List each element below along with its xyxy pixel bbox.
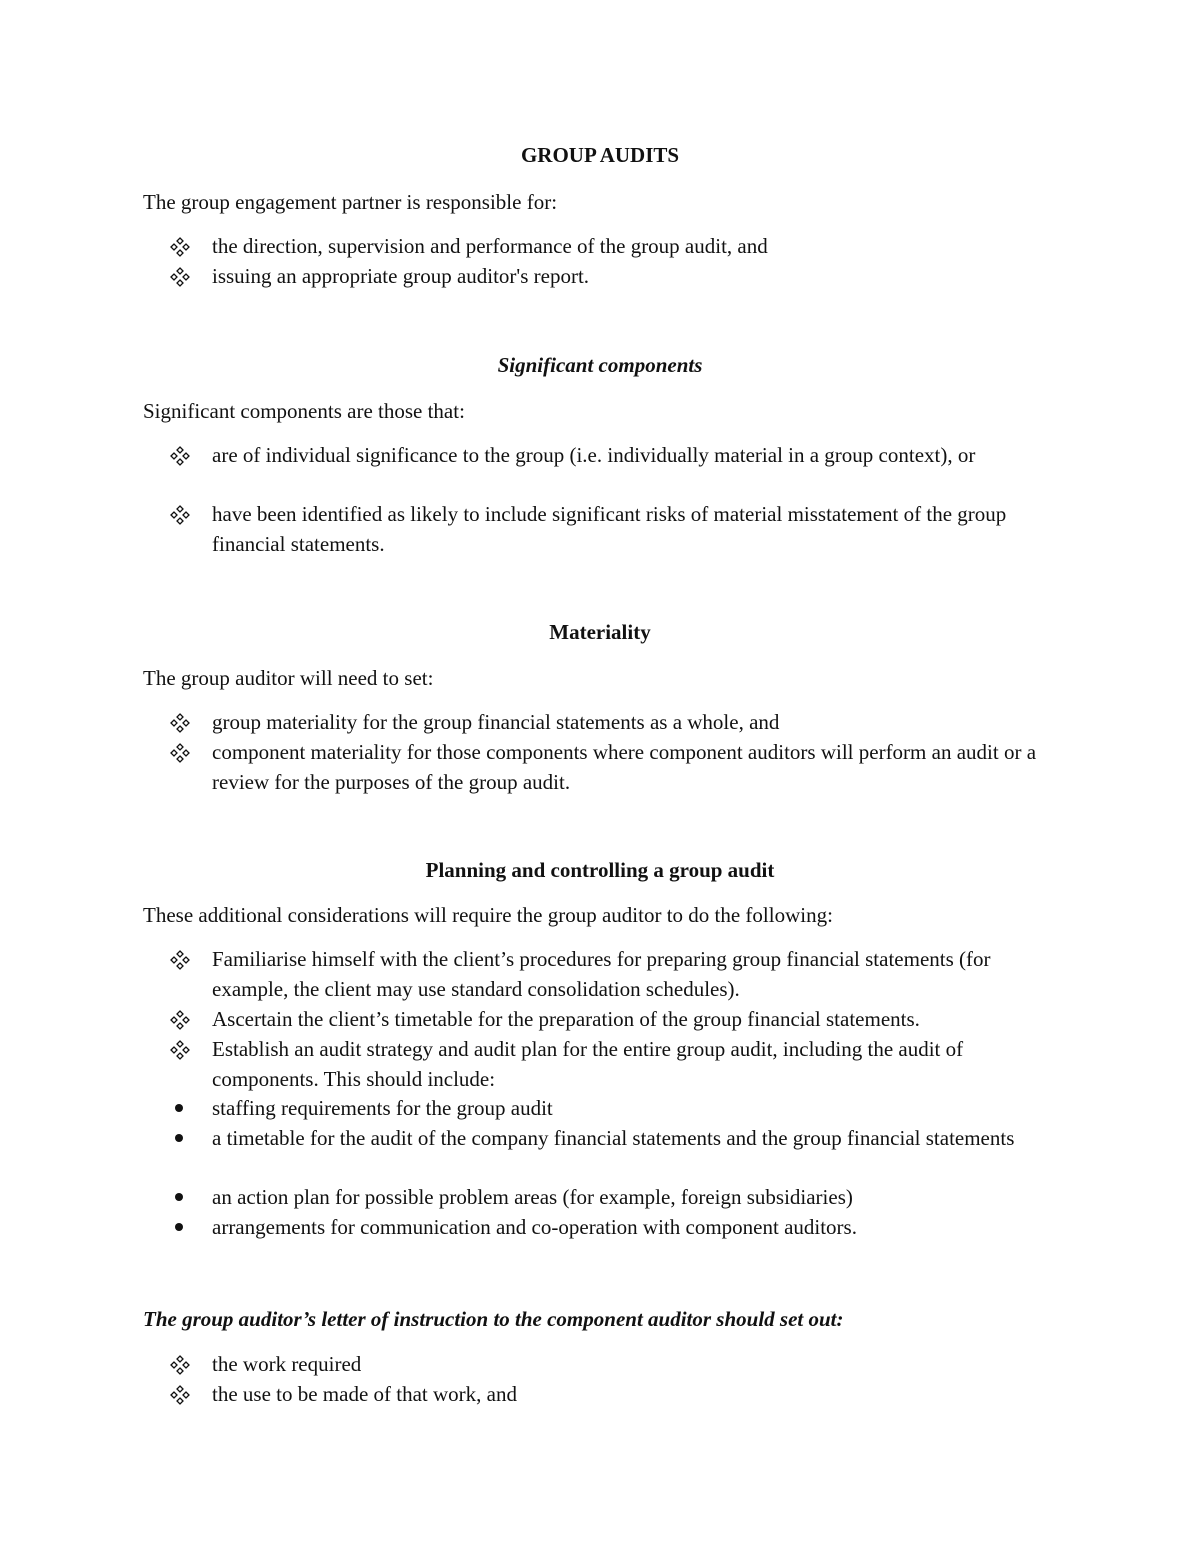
list-item — [170, 737, 1070, 797]
section-heading-letter: The group auditor’s letter of instruction to the component auditor should set out: — [143, 1307, 844, 1331]
sub-list-item-text: a timetable for the audit of the company financial statements and the group financial statements — [212, 1126, 1015, 1150]
four-diamond-icon — [170, 261, 206, 291]
sub-list-item — [170, 1212, 1070, 1242]
list-item-text: are of individual significance to the group (i.e. individually material in a group context), or — [212, 443, 976, 467]
four-diamond-icon — [170, 707, 206, 737]
sub-list-item-text: arrangements for communication and co-operation with component auditors. — [212, 1215, 857, 1239]
list-item-text: the work required — [212, 1352, 362, 1376]
sub-list-item — [170, 1123, 1070, 1153]
list-item-text: component materiality for those components where component auditors will perform an audit or a review for the purposes of the group audit. — [212, 740, 1037, 794]
sub-list-item-text: staffing requirements for the group audit — [212, 1096, 553, 1120]
list-item — [170, 1004, 1070, 1034]
list-item-text: Establish an audit strategy and audit plan for the entire group audit, including the audit of components. This should include: — [212, 1037, 964, 1091]
list-item — [170, 944, 1070, 1004]
list-item — [170, 440, 1070, 470]
list-item — [170, 231, 1070, 261]
four-diamond-icon — [170, 944, 206, 974]
bullet-dot-icon — [170, 1182, 206, 1212]
list-item-text: the use to be made of that work, and — [212, 1382, 517, 1406]
bullet-dot-icon — [170, 1123, 206, 1153]
list-item — [170, 261, 1070, 291]
four-diamond-icon — [170, 231, 206, 261]
list-item — [170, 707, 1070, 737]
list-item — [170, 1034, 1070, 1094]
intro-paragraph: The group engagement partner is responsible for: — [143, 190, 558, 214]
sub-list-item-text: an action plan for possible problem areas (for example, foreign subsidiaries) — [212, 1185, 853, 1209]
sub-list-item — [170, 1093, 1070, 1123]
sub-list-item — [170, 1182, 1070, 1212]
four-diamond-icon — [170, 1379, 206, 1409]
four-diamond-icon — [170, 440, 206, 470]
document-title: GROUP AUDITS — [520, 143, 680, 167]
planning-paragraph: These additional considerations will require the group auditor to do the following: — [143, 903, 833, 927]
four-diamond-icon — [170, 737, 206, 767]
list-item-text: have been identified as likely to include significant risks of material misstatement of the group financial statements. — [212, 502, 1007, 556]
list-item — [170, 1349, 1070, 1379]
list-item-text: issuing an appropriate group auditor's report. — [212, 264, 590, 288]
section-heading-significant: Significant components — [497, 353, 703, 377]
list-item-text: group materiality for the group financial statements as a whole, and — [212, 710, 780, 734]
list-item-text: Ascertain the client’s timetable for the preparation of the group financial statements. — [212, 1007, 920, 1031]
list-item — [170, 499, 1070, 559]
list-item-text: the direction, supervision and performance of the group audit, and — [212, 234, 768, 258]
four-diamond-icon — [170, 1004, 206, 1034]
four-diamond-icon — [170, 1034, 206, 1064]
materiality-paragraph: The group auditor will need to set: — [143, 666, 434, 690]
bullet-dot-icon — [170, 1093, 206, 1123]
section-heading-materiality: Materiality — [549, 620, 651, 644]
list-item — [170, 1379, 1070, 1409]
bullet-dot-icon — [170, 1212, 206, 1242]
list-item-text: Familiarise himself with the client’s procedures for preparing group financial statements (for example, the client may use standard consolidation schedules). — [212, 947, 991, 1001]
section-heading-planning: Planning and controlling a group audit — [425, 858, 775, 882]
four-diamond-icon — [170, 1349, 206, 1379]
four-diamond-icon — [170, 499, 206, 529]
significant-paragraph: Significant components are those that: — [143, 399, 465, 423]
